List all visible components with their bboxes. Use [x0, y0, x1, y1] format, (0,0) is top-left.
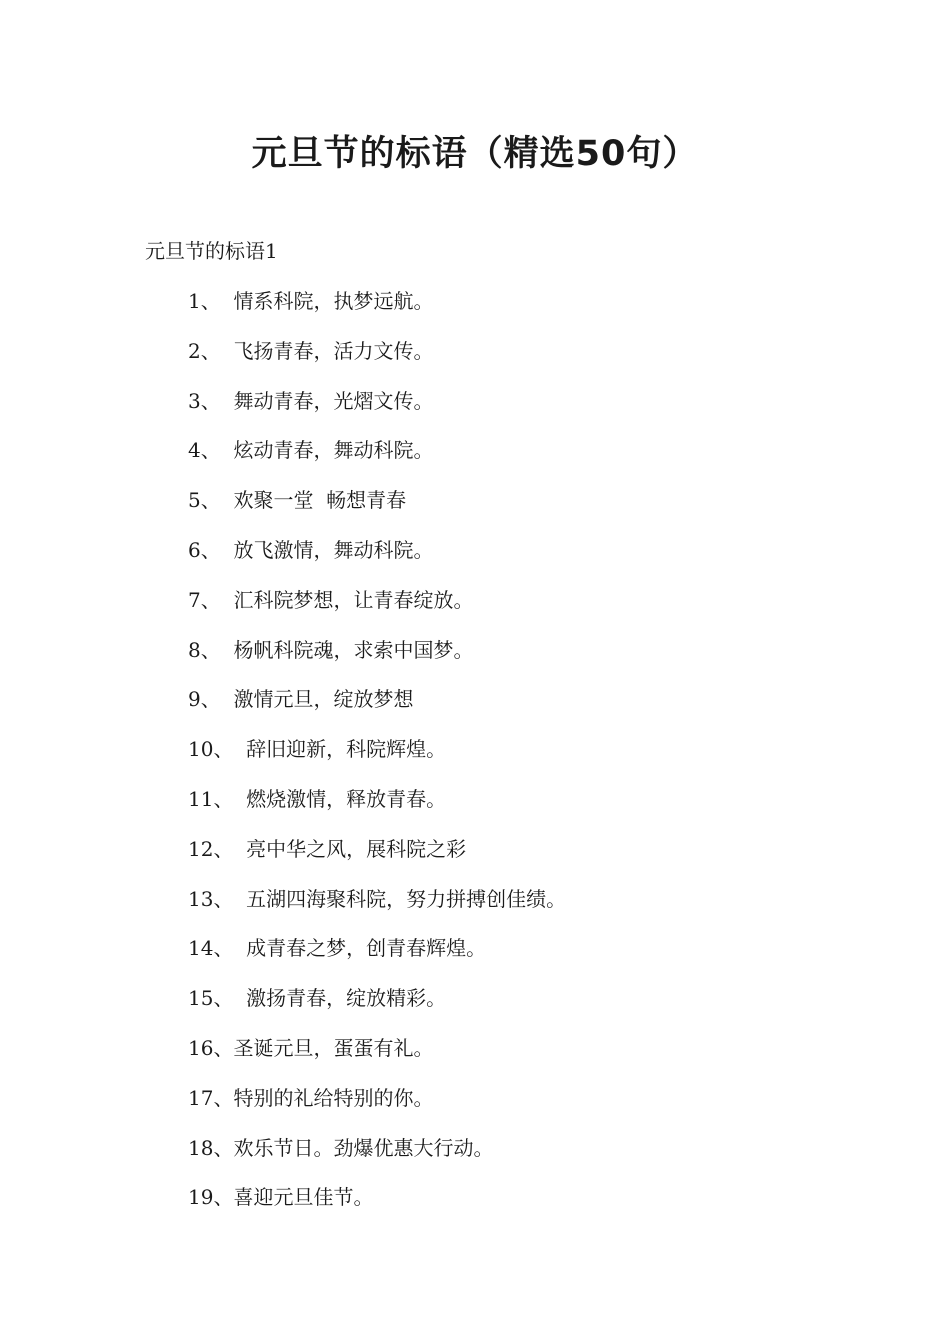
list-item: 16、圣诞元旦，蛋蛋有礼。	[188, 1035, 434, 1060]
list-item: 17、特别的礼给特别的你。	[188, 1085, 434, 1110]
list-item: 14、 成青春之梦，创青春辉煌。	[188, 936, 487, 961]
list-item: 15、 激扬青春，绽放精彩。	[188, 986, 447, 1011]
list-item: 18、欢乐节日。劲爆优惠大行动。	[188, 1135, 494, 1160]
list-item: 1、 情系科院，执梦远航。	[188, 289, 434, 313]
list-item: 7、 汇科院梦想，让青春绽放。	[188, 587, 474, 612]
list-item: 8、 杨帆科院魂，求索中国梦。	[188, 637, 474, 662]
section-heading: 元旦节的标语1	[145, 239, 278, 263]
list-item: 10、 辞旧迎新，科院辉煌。	[188, 737, 447, 762]
list-item: 3、 舞动青春，光熠文传。	[188, 388, 434, 413]
list-item: 13、 五湖四海聚科院，努力拼搏创佳绩。	[188, 886, 567, 911]
slogan-list	[188, 286, 566, 1232]
list-item: 19、喜迎元旦佳节。	[188, 1185, 374, 1210]
list-item: 11、 燃烧激情，释放青春。	[188, 786, 447, 811]
list-item: 2、 飞扬青春，活力文传。	[188, 338, 434, 363]
list-item: 5、 欢聚一堂 畅想青春	[188, 488, 407, 513]
list-item: 9、 激情元旦，绽放梦想	[188, 687, 414, 712]
page-title: 元旦节的标语（精选50句）	[251, 134, 699, 174]
list-item: 12、 亮中华之风，展科院之彩	[188, 836, 467, 861]
list-item: 6、 放飞激情，舞动科院。	[188, 537, 434, 562]
list-item: 4、 炫动青春，舞动科院。	[188, 438, 434, 463]
